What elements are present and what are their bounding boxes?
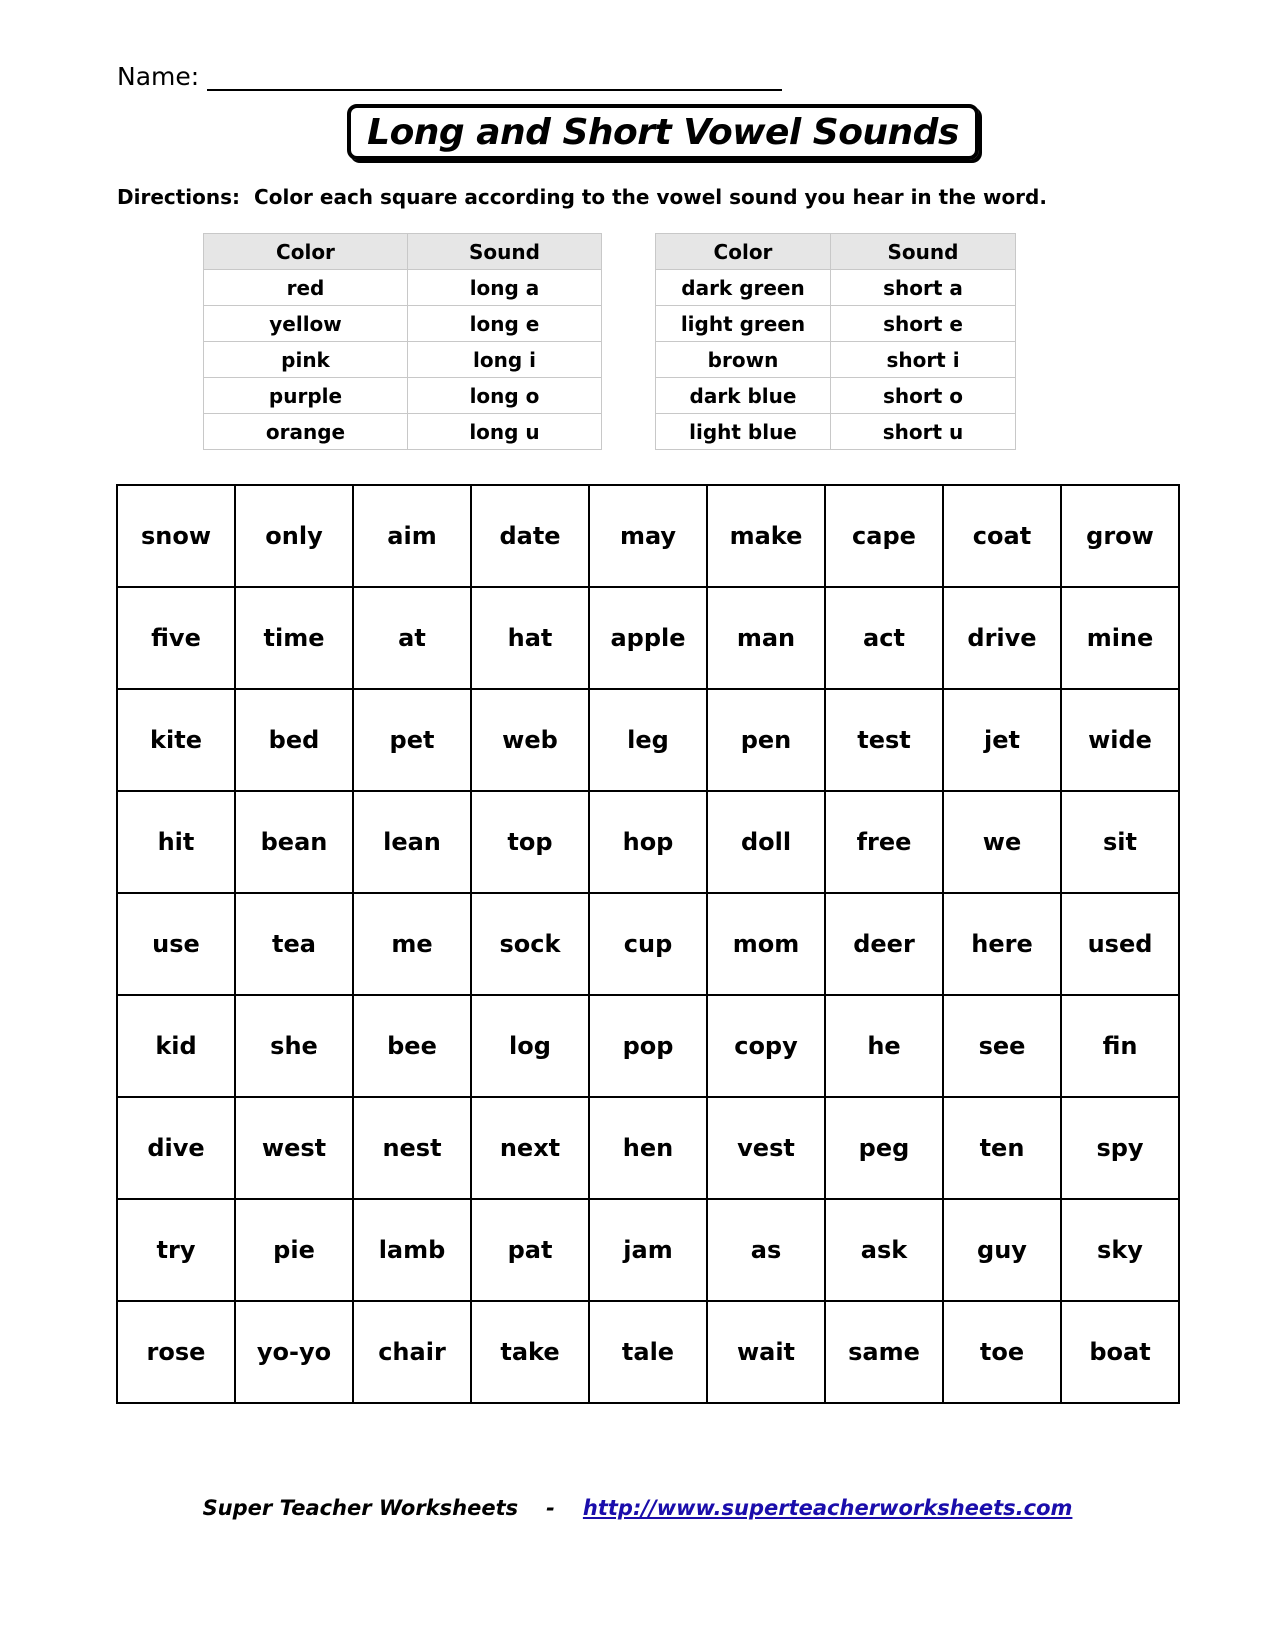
word-cell[interactable]: lean — [353, 791, 471, 893]
word-cell[interactable]: only — [235, 485, 353, 587]
key-row — [204, 414, 602, 450]
word-cell[interactable]: jet — [943, 689, 1061, 791]
word-cell[interactable]: me — [353, 893, 471, 995]
grid-row — [117, 791, 1179, 893]
word-cell[interactable]: aim — [353, 485, 471, 587]
word-cell[interactable]: ten — [943, 1097, 1061, 1199]
word-cell[interactable]: tea — [235, 893, 353, 995]
word-cell[interactable]: vest — [707, 1097, 825, 1199]
word-cell[interactable]: time — [235, 587, 353, 689]
word-cell[interactable]: hat — [471, 587, 589, 689]
key-sound: long a — [408, 270, 602, 306]
word-cell[interactable]: chair — [353, 1301, 471, 1403]
word-cell[interactable]: top — [471, 791, 589, 893]
directions-text: Color each square according to the vowel sound you hear in the word. — [254, 185, 1047, 209]
word-cell[interactable]: yo-yo — [235, 1301, 353, 1403]
key-color: pink — [204, 342, 408, 378]
grid-row — [117, 689, 1179, 791]
key-sound: short a — [831, 270, 1016, 306]
key-row — [656, 378, 1016, 414]
grid-row — [117, 893, 1179, 995]
key-color: purple — [204, 378, 408, 414]
key-sound: short i — [831, 342, 1016, 378]
key-header-sound: Sound — [408, 234, 602, 270]
word-cell[interactable]: web — [471, 689, 589, 791]
word-cell[interactable]: sit — [1061, 791, 1179, 893]
word-cell[interactable]: copy — [707, 995, 825, 1097]
word-cell[interactable]: bee — [353, 995, 471, 1097]
word-cell[interactable]: bean — [235, 791, 353, 893]
key-header-color: Color — [204, 234, 408, 270]
word-cell[interactable]: wait — [707, 1301, 825, 1403]
word-cell[interactable]: kite — [117, 689, 235, 791]
word-cell[interactable]: guy — [943, 1199, 1061, 1301]
word-cell[interactable]: make — [707, 485, 825, 587]
word-cell[interactable]: sky — [1061, 1199, 1179, 1301]
word-grid — [116, 484, 1180, 1404]
word-cell[interactable]: mom — [707, 893, 825, 995]
word-cell[interactable]: drive — [943, 587, 1061, 689]
key-row — [656, 270, 1016, 306]
word-cell[interactable]: at — [353, 587, 471, 689]
word-cell[interactable]: west — [235, 1097, 353, 1199]
directions — [117, 185, 1047, 209]
word-cell[interactable]: cape — [825, 485, 943, 587]
grid-row — [117, 1301, 1179, 1403]
word-cell[interactable]: may — [589, 485, 707, 587]
word-cell[interactable]: snow — [117, 485, 235, 587]
word-cell[interactable]: mine — [1061, 587, 1179, 689]
key-color: red — [204, 270, 408, 306]
word-cell[interactable]: bed — [235, 689, 353, 791]
word-cell[interactable]: deer — [825, 893, 943, 995]
word-cell[interactable]: we — [943, 791, 1061, 893]
grid-row — [117, 995, 1179, 1097]
key-row — [204, 342, 602, 378]
word-cell[interactable]: rose — [117, 1301, 235, 1403]
key-row — [204, 306, 602, 342]
footer-link[interactable]: http://www.superteacherworksheets.com — [582, 1496, 1073, 1520]
key-color: orange — [204, 414, 408, 450]
word-cell[interactable]: wide — [1061, 689, 1179, 791]
word-cell[interactable]: lamb — [353, 1199, 471, 1301]
word-cell[interactable]: as — [707, 1199, 825, 1301]
word-cell[interactable]: coat — [943, 485, 1061, 587]
key-sound: long e — [408, 306, 602, 342]
word-cell[interactable]: pet — [353, 689, 471, 791]
key-header-row — [204, 234, 602, 270]
key-row — [656, 342, 1016, 378]
word-cell[interactable]: here — [943, 893, 1061, 995]
word-cell[interactable]: she — [235, 995, 353, 1097]
word-cell[interactable]: five — [117, 587, 235, 689]
key-sound: long i — [408, 342, 602, 378]
grid-row — [117, 485, 1179, 587]
word-cell[interactable]: same — [825, 1301, 943, 1403]
key-sound: long u — [408, 414, 602, 450]
key-color: brown — [656, 342, 831, 378]
footer-brand: Super Teacher Worksheets — [202, 1496, 519, 1520]
page-title: Long and Short Vowel Sounds — [367, 111, 959, 153]
word-cell[interactable]: tale — [589, 1301, 707, 1403]
footer-separator: - — [546, 1496, 555, 1520]
key-row — [204, 378, 602, 414]
word-cell[interactable]: sock — [471, 893, 589, 995]
grid-row — [117, 1199, 1179, 1301]
key-header-sound: Sound — [831, 234, 1016, 270]
word-cell[interactable]: boat — [1061, 1301, 1179, 1403]
key-row — [204, 270, 602, 306]
word-cell[interactable]: free — [825, 791, 943, 893]
key-sound: short o — [831, 378, 1016, 414]
word-cell[interactable]: date — [471, 485, 589, 587]
word-cell[interactable]: cup — [589, 893, 707, 995]
word-cell[interactable]: act — [825, 587, 943, 689]
word-cell[interactable]: grow — [1061, 485, 1179, 587]
key-color: dark blue — [656, 378, 831, 414]
word-cell[interactable]: toe — [943, 1301, 1061, 1403]
name-field-row — [117, 62, 782, 91]
word-cell[interactable]: kid — [117, 995, 235, 1097]
word-cell[interactable]: log — [471, 995, 589, 1097]
word-cell[interactable]: spy — [1061, 1097, 1179, 1199]
word-cell[interactable]: pen — [707, 689, 825, 791]
key-sound: short e — [831, 306, 1016, 342]
name-line[interactable] — [207, 63, 782, 91]
name-label: Name: — [117, 62, 200, 91]
key-row — [656, 306, 1016, 342]
word-cell[interactable]: see — [943, 995, 1061, 1097]
word-cell[interactable]: dive — [117, 1097, 235, 1199]
word-cell[interactable]: take — [471, 1301, 589, 1403]
word-cell[interactable]: next — [471, 1097, 589, 1199]
word-cell[interactable]: jam — [589, 1199, 707, 1301]
key-sound: short u — [831, 414, 1016, 450]
key-sound: long o — [408, 378, 602, 414]
word-cell[interactable]: peg — [825, 1097, 943, 1199]
word-cell[interactable]: try — [117, 1199, 235, 1301]
word-cell[interactable]: pat — [471, 1199, 589, 1301]
word-cell[interactable]: leg — [589, 689, 707, 791]
word-cell[interactable]: he — [825, 995, 943, 1097]
word-cell[interactable]: fin — [1061, 995, 1179, 1097]
grid-row — [117, 1097, 1179, 1199]
footer — [0, 1496, 1275, 1520]
word-cell[interactable]: pie — [235, 1199, 353, 1301]
directions-label: Directions: — [117, 185, 241, 209]
word-cell[interactable]: apple — [589, 587, 707, 689]
title-box — [347, 104, 979, 160]
key-color: dark green — [656, 270, 831, 306]
grid-row — [117, 587, 1179, 689]
word-cell[interactable]: hop — [589, 791, 707, 893]
key-header-color: Color — [656, 234, 831, 270]
word-cell[interactable]: hit — [117, 791, 235, 893]
word-cell[interactable]: nest — [353, 1097, 471, 1199]
word-cell[interactable]: hen — [589, 1097, 707, 1199]
key-color: light green — [656, 306, 831, 342]
key-color: light blue — [656, 414, 831, 450]
word-cell[interactable]: doll — [707, 791, 825, 893]
key-color: yellow — [204, 306, 408, 342]
word-cell[interactable]: use — [117, 893, 235, 995]
key-row — [656, 414, 1016, 450]
long-vowel-key-table — [203, 233, 602, 450]
short-vowel-key-table — [655, 233, 1016, 450]
word-cell[interactable]: used — [1061, 893, 1179, 995]
word-cell[interactable]: pop — [589, 995, 707, 1097]
word-cell[interactable]: test — [825, 689, 943, 791]
word-cell[interactable]: ask — [825, 1199, 943, 1301]
word-cell[interactable]: man — [707, 587, 825, 689]
key-header-row — [656, 234, 1016, 270]
